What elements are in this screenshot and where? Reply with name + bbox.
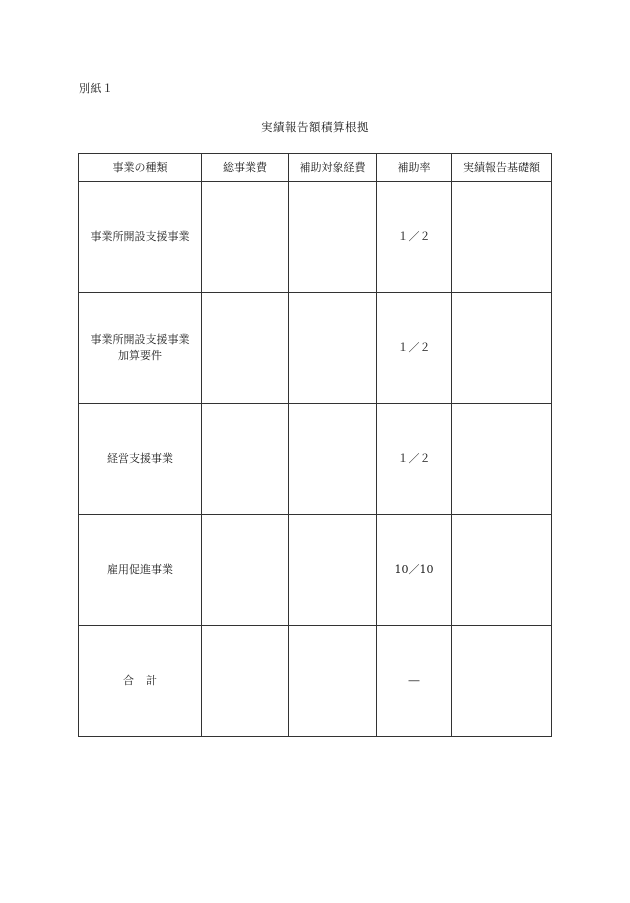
base-amount-cell [452, 182, 552, 293]
header-base-amount: 実績報告基礎額 [452, 154, 552, 182]
base-amount-cell [452, 404, 552, 515]
header-business-type: 事業の種類 [79, 154, 202, 182]
total-cost-cell [202, 293, 289, 404]
total-cost-cell [202, 404, 289, 515]
subsidy-rate-cell: ― [377, 626, 452, 737]
table-row [79, 182, 552, 293]
business-type-label: 事業所開設支援事業 [90, 230, 190, 243]
document-title: 実績報告額積算根拠 [261, 120, 369, 134]
base-amount-cell [452, 293, 552, 404]
eligible-cost-cell [289, 293, 377, 404]
total-label: 合計 [123, 674, 169, 687]
subsidy-rate-cell: １／２ [377, 404, 452, 515]
subsidy-rate-cell: １／２ [377, 293, 452, 404]
eligible-cost-cell [289, 515, 377, 626]
business-type-cell [79, 404, 202, 515]
subsidy-rate-cell: １／２ [377, 182, 452, 293]
header-total-project-cost: 総事業費 [202, 154, 289, 182]
annex-label: 別紙１ [79, 82, 114, 95]
total-cost-cell [202, 515, 289, 626]
business-type-cell [79, 515, 202, 626]
total-cost-cell [202, 626, 289, 737]
eligible-cost-cell [289, 182, 377, 293]
header-subsidy-rate: 補助率 [377, 154, 452, 182]
table-header-row [79, 154, 552, 182]
header-eligible-expenses: 補助対象経費 [289, 154, 377, 182]
business-type-label-line2: 加算要件 [118, 349, 162, 362]
subsidy-rate-cell: 10／10 [377, 515, 452, 626]
table-row [79, 515, 552, 626]
business-type-cell [79, 293, 202, 404]
business-type-cell [79, 182, 202, 293]
base-amount-cell [452, 626, 552, 737]
table-total-row [79, 626, 552, 737]
business-type-label: 事業所開設支援事業 [90, 333, 190, 346]
eligible-cost-cell [289, 404, 377, 515]
calculation-basis-table [78, 153, 552, 737]
business-type-label: 雇用促進事業 [107, 563, 173, 576]
business-type-label: 経営支援事業 [107, 452, 173, 465]
total-cost-cell [202, 182, 289, 293]
total-label-cell [79, 626, 202, 737]
base-amount-cell [452, 515, 552, 626]
table-row [79, 293, 552, 404]
table-row [79, 404, 552, 515]
eligible-cost-cell [289, 626, 377, 737]
